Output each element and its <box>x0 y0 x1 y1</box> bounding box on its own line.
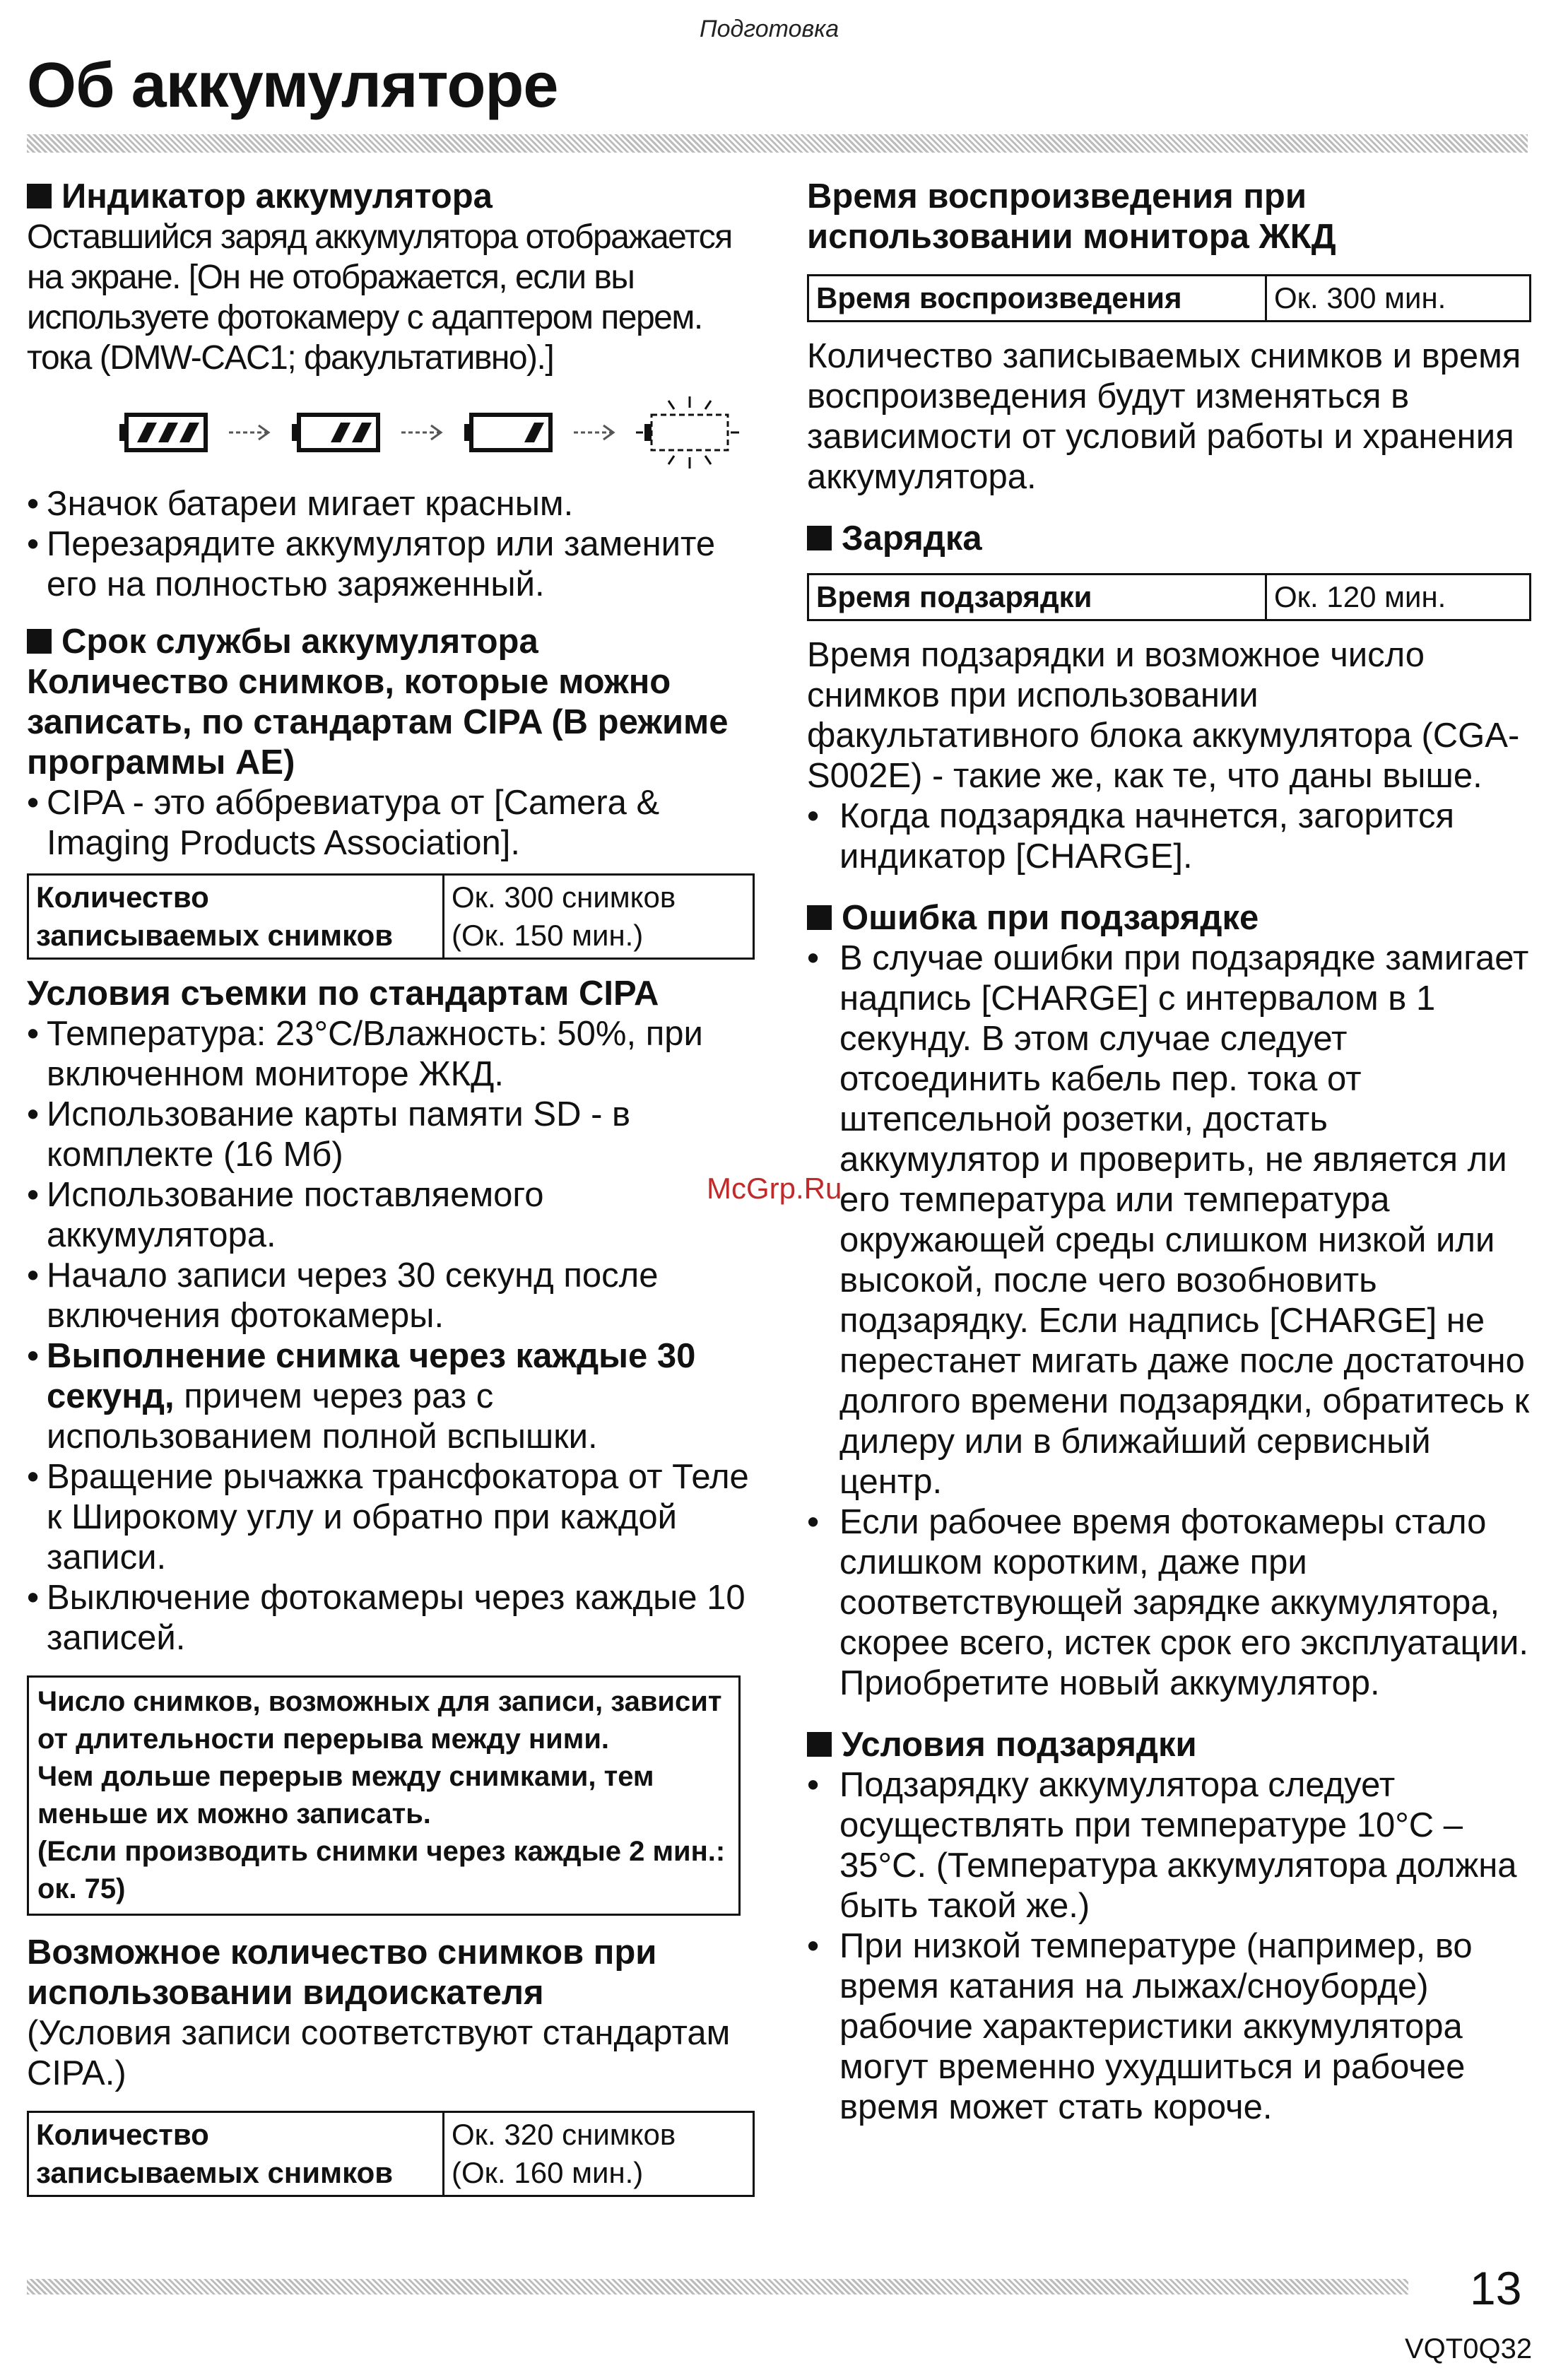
document-code: VQT0Q32 <box>1405 2333 1533 2364</box>
indicator-text: Оставшийся заряд аккумулятора отображается на экране. [Он не отображается, если вы используете фотокамеру с адаптером перем. тока (DMW-CAC1; факультативно).] <box>27 218 732 377</box>
square-bullet-icon <box>27 184 52 208</box>
list-item: • Перезарядите аккумулятор или замените его на полностью заряженный. <box>27 524 755 605</box>
viewfinder-text: (Условия записи соответствуют стандартам CIPA.) <box>27 2014 731 2092</box>
playback-heading: Время воспроизведения при использовании монитора ЖКД <box>807 177 1336 256</box>
viewfinder-table-value: Ок. 320 снимков (Ок. 160 мин.) <box>444 2112 754 2196</box>
charging-bullets <box>807 796 1531 877</box>
charging-conditions-list <box>807 1765 1531 2128</box>
footer-divider <box>27 2279 1408 2294</box>
square-bullet-icon <box>807 905 832 930</box>
charging-heading: Зарядка <box>807 519 1531 559</box>
square-bullet-icon <box>807 1732 832 1757</box>
list-item: • Если рабочее время фотокамеры стало слишком коротким, даже при соответствующей зарядке аккумулятора, скорее всего, истек срок его эксплуатации. Приобретите новый аккумулятор. <box>807 1502 1531 1704</box>
battery-full-icon <box>117 411 209 454</box>
playback-table-label: Время воспроизведения <box>808 276 1266 322</box>
viewfinder-table-label: Количество записываемых снимков <box>28 2112 444 2196</box>
square-bullet-icon <box>27 629 52 654</box>
page-title: Об аккумуляторе <box>27 50 558 121</box>
list-item: • Когда подзарядка начнется, загорится индикатор [CHARGE]. <box>807 796 1531 877</box>
list-item: • Значок батареи мигает красным. <box>27 484 755 524</box>
list-item: • Выключение фотокамеры через каждые 10 записей. <box>27 1578 755 1659</box>
list-item: • При низкой температуре (например, во время катания на лыжах/сноуборде) рабочие характеристики аккумулятора могут временно ухудшиться и рабочее время может стать короче. <box>807 1926 1531 2128</box>
charging-table <box>807 573 1531 621</box>
charging-error-list <box>807 938 1531 1704</box>
list-item: • Использование поставляемого аккумулятора. <box>27 1175 755 1256</box>
indicator-heading: Индикатор аккумулятора <box>27 177 755 217</box>
playback-text: Количество записываемых снимков и время воспроизведения будут изменяться в зависимости от условий работы и хранения аккумулятора. <box>807 337 1521 496</box>
indicator-bullets <box>27 484 755 605</box>
cipa-note <box>27 783 755 864</box>
arrow-right-icon <box>572 422 616 443</box>
charging-table-label: Время подзарядки <box>808 575 1266 620</box>
right-column <box>807 177 1531 2128</box>
charging-error-heading: Ошибка при подзарядке <box>807 898 1531 938</box>
charging-text: Время подзарядки и возможное число снимков при использовании факультативного блока аккумулятора (CGA-S002E) - такие же, как те, что даны выше. <box>807 636 1520 795</box>
shots-table <box>27 873 755 960</box>
list-item: • Выполнение снимка через каждые 30 секунд, причем через раз с использованием полной вспышки. <box>27 1336 755 1457</box>
arrow-right-icon <box>400 422 444 443</box>
left-column <box>27 177 755 2197</box>
list-item: • Вращение рычажка трансфокатора от Теле к Широкому углу и обратно при каждой записи. <box>27 1457 755 1578</box>
battery-two-thirds-icon <box>290 411 382 454</box>
playback-table <box>807 274 1531 322</box>
arrow-right-icon <box>228 422 271 443</box>
charging-table-value: Ок. 120 мин. <box>1266 575 1531 620</box>
cipa-count-subheading: Количество снимков, которые можно записать, по стандартам CIPA (В режиме программы АЕ) <box>27 663 729 782</box>
list-item: • Подзарядку аккумулятора следует осуществлять при температуре 10°C – 35°C. (Температура аккумулятора должна быть такой же.) <box>807 1765 1531 1926</box>
list-item: • CIPA - это аббревиатура от [Camera & Imaging Products Association]. <box>27 783 755 864</box>
viewfinder-heading: Возможное количество снимков при использовании видоискателя <box>27 1933 657 2012</box>
battery-life-heading: Срок службы аккумулятора <box>27 622 755 662</box>
title-divider <box>27 134 1528 153</box>
shots-table-label: Количество записываемых снимков <box>28 875 444 959</box>
list-item: • Температура: 23°C/Влажность: 50%, при включенном мониторе ЖКД. <box>27 1014 755 1095</box>
interval-note-box: Число снимков, возможных для записи, зависит от длительности перерыва между ними. Чем дольше перерыв между снимками, тем меньше их можно записать. (Если производить снимки через каждые 2 мин.: ок. 75) <box>27 1675 741 1916</box>
list-item: • В случае ошибки при подзарядке замигает надпись [CHARGE] с интервалом в 1 секунду. В этом случае следует отсоединить кабель пер. тока от штепсельной розетки, достать аккумулятор и проверить, не является ли его температура или температура окружающей среды слишком низкой или высокой, после чего возобновить подзарядку. Если надпись [CHARGE] не перестанет мигать даже после достаточно долгого времени подзарядки, обратитесь к дилеру или в ближайший сервисный центр. <box>807 938 1531 1502</box>
cipa-conditions-heading: Условия съемки по стандартам CIPA <box>27 974 659 1013</box>
battery-indicator-sequence <box>117 394 755 471</box>
watermark: McGrp.Ru <box>707 1172 842 1205</box>
playback-table-value: Ок. 300 мин. <box>1266 276 1531 322</box>
shots-table-value: Ок. 300 снимков (Ок. 150 мин.) <box>444 875 754 959</box>
cipa-conditions-list <box>27 1014 755 1659</box>
charging-conditions-heading: Условия подзарядки <box>807 1725 1531 1765</box>
page-number: 13 <box>1470 2262 1522 2314</box>
list-item: • Использование карты памяти SD - в комплекте (16 Мб) <box>27 1095 755 1175</box>
battery-one-third-icon <box>462 411 554 454</box>
battery-empty-blinking-icon <box>635 394 741 471</box>
list-item: • Начало записи через 30 секунд после включения фотокамеры. <box>27 1256 755 1336</box>
section-label: Подготовка <box>700 16 839 42</box>
square-bullet-icon <box>807 526 832 550</box>
viewfinder-shots-table <box>27 2111 755 2197</box>
